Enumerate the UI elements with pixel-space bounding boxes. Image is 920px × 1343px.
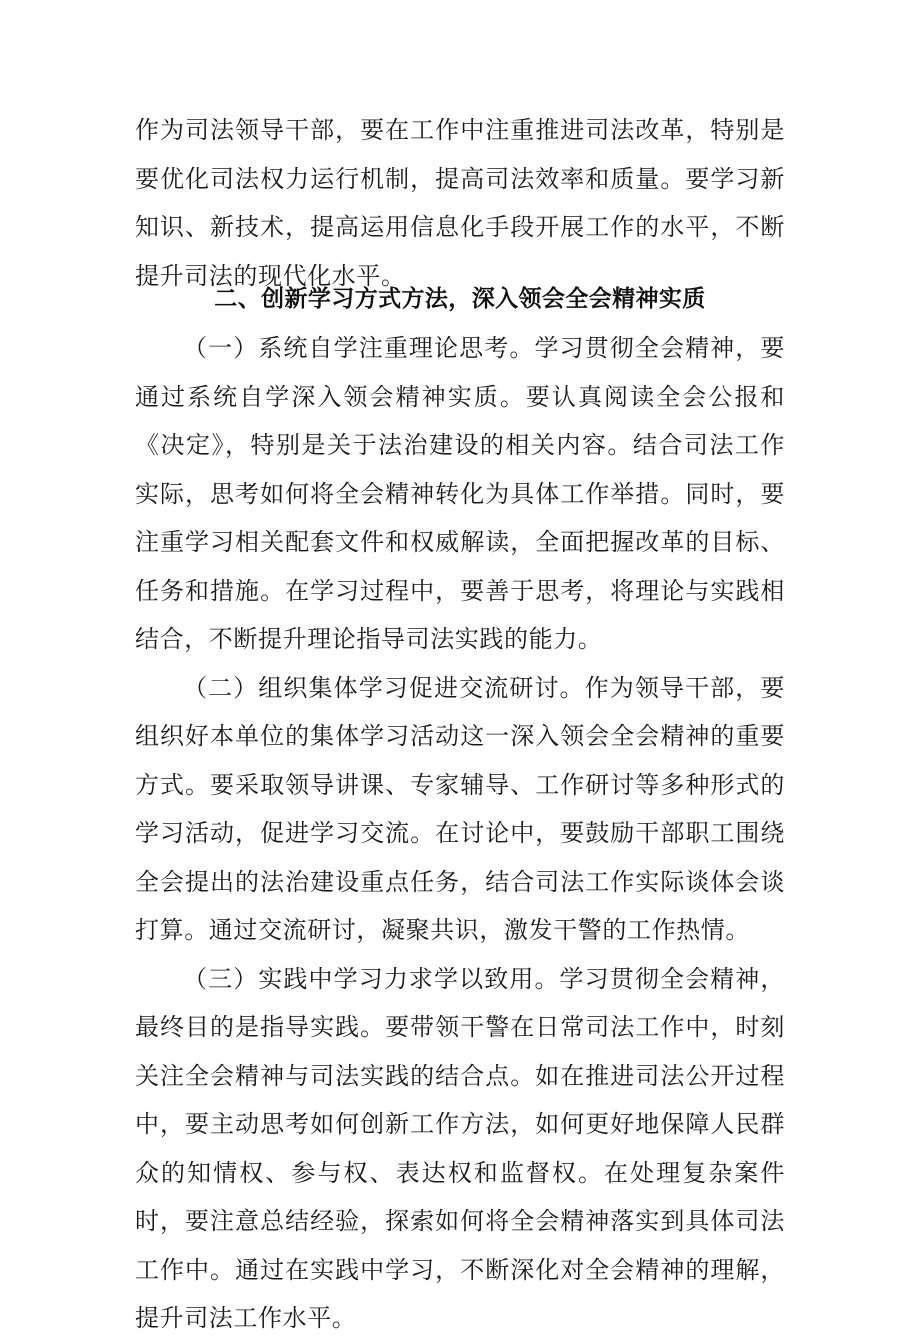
paragraph-1: （一）系统自学注重理论思考。学习贯彻全会精神，要通过系统自学深入领会精神实质。要认真阅读全会公报和《决定》，特别是关于法治建设的相关内容。结合司法工作实际，思考如何将全会精神转化为具体工作举措。同时，要注重学习相关配套文件和权威解读，全面把握改革的目标、任务和措施。在学习过程中，要善于思考，将理论与实践相结合，不断提升理论指导司法实践的能力。 [135, 334, 785, 653]
section-heading: 二、创新学习方式方法，深入领会全会精神实质 [214, 286, 706, 312]
intro-paragraph: 作为司法领导干部，要在工作中注重推进司法改革，特别是要优化司法权力运行机制，提高司法效率和质量。要学习新知识、新技术，提高运用信息化手段开展工作的水平，不断提升司法的现代化水平。 [135, 116, 785, 290]
intro-section [135, 106, 785, 300]
body-section [135, 324, 785, 1343]
paragraph-3: （三）实践中学习力求学以致用。学习贯彻全会精神，最终目的是指导实践。要带领干警在日常司法工作中，时刻关注全会精神与司法实践的结合点。如在推进司法公开过程中，要主动思考如何创新工作方法，如何更好地保障人民群众的知情权、参与权、表达权和监督权。在处理复杂案件时，要注意总结经验，探索如何将全会精神落实到具体司法工作中。通过在实践中学习，不断深化对全会精神的理解，提升司法工作水平。 [135, 964, 785, 1332]
paragraph-2: （二）组织集体学习促进交流研讨。作为领导干部，要组织好本单位的集体学习活动这一深入领会全会精神的重要方式。要采取领导讲课、专家辅导、工作研讨等多种形式的学习活动，促进学习交流。在讨论中，要鼓励干部职工围绕全会提出的法治建设重点任务，结合司法工作实际谈体会谈打算。通过交流研讨，凝聚共识，激发干警的工作热情。 [135, 673, 785, 944]
